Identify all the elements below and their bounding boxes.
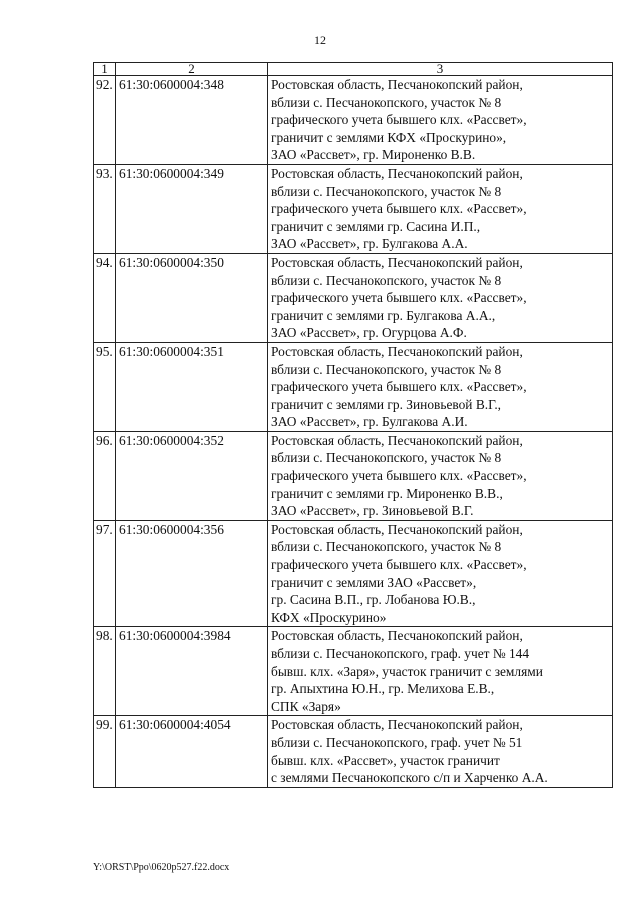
row-number: 94. — [94, 253, 116, 342]
row-number: 92. — [94, 76, 116, 165]
description-line: вблизи с. Песчанокопского, участок № 8 — [271, 94, 502, 110]
description-line: граничит с землями гр. Булгакова А.А., — [271, 307, 496, 323]
row-number: 98. — [94, 627, 116, 716]
description-line: графического учета бывшего клх. «Рассвет», — [271, 557, 527, 573]
header-col-3: 3 — [268, 63, 613, 76]
location-description — [268, 520, 613, 627]
table-row — [94, 164, 613, 253]
description-line: бывш. клх. «Заря», участок граничит с землями — [271, 663, 543, 679]
description-line: граничит с землями гр. Сасина И.П., — [271, 218, 481, 234]
description-line: графического учета бывшего клх. «Рассвет», — [271, 112, 527, 128]
table-row — [94, 716, 613, 787]
description-line: граничит с землями ЗАО «Рассвет», — [271, 574, 477, 590]
table-row — [94, 253, 613, 342]
description-line: Ростовская область, Песчанокопский район, — [271, 343, 523, 359]
description-line: с землями Песчанокопского с/п и Харченко А.А. — [271, 770, 548, 786]
description-line: ЗАО «Рассвет», гр. Зиновьевой В.Г. — [271, 503, 474, 519]
cadastral-number: 61:30:0600004:350 — [116, 253, 268, 342]
location-description — [268, 627, 613, 716]
description-line: Ростовская область, Песчанокопский район, — [271, 717, 523, 733]
table-row — [94, 520, 613, 627]
description-line: графического учета бывшего клх. «Рассвет», — [271, 290, 527, 306]
description-line: ЗАО «Рассвет», гр. Булгакова А.А. — [271, 236, 468, 252]
description-line: граничит с землями гр. Мироненко В.В., — [271, 485, 503, 501]
description-line: вблизи с. Песчанокопского, участок № 8 — [271, 450, 502, 466]
description-line: бывш. клх. «Рассвет», участок граничит — [271, 752, 500, 768]
description-line: вблизи с. Песчанокопского, участок № 8 — [271, 539, 502, 555]
row-number: 99. — [94, 716, 116, 787]
cadastral-number: 61:30:0600004:356 — [116, 520, 268, 627]
cadastral-number: 61:30:0600004:351 — [116, 342, 268, 431]
description-line: ЗАО «Рассвет», гр. Огурцова А.Ф. — [271, 325, 467, 341]
description-line: граничит с землями гр. Зиновьевой В.Г., — [271, 396, 502, 412]
description-line: графического учета бывшего клх. «Рассвет», — [271, 468, 527, 484]
description-line: гр. Апыхтина Ю.Н., гр. Мелихова Е.В., — [271, 681, 495, 697]
description-line: графического учета бывшего клх. «Рассвет», — [271, 201, 527, 217]
description-line: Ростовская область, Песчанокопский район, — [271, 77, 523, 92]
location-description — [268, 342, 613, 431]
location-description — [268, 716, 613, 787]
table-header-row — [94, 63, 613, 76]
description-line: Ростовская область, Песчанокопский район, — [271, 165, 523, 181]
cadastral-number: 61:30:0600004:349 — [116, 164, 268, 253]
row-number: 93. — [94, 164, 116, 253]
description-line: Ростовская область, Песчанокопский район, — [271, 628, 523, 644]
footer-file-path: Y:\ORST\Ppo\0620p527.f22.docx — [93, 862, 230, 873]
row-number: 97. — [94, 520, 116, 627]
cadastral-number: 61:30:0600004:352 — [116, 431, 268, 520]
description-line: вблизи с. Песчанокопского, граф. учет № 51 — [271, 734, 523, 750]
location-description — [268, 76, 613, 165]
description-line: вблизи с. Песчанокопского, участок № 8 — [271, 361, 502, 377]
table-row — [94, 627, 613, 716]
cadastral-number: 61:30:0600004:348 — [116, 76, 268, 165]
location-description — [268, 431, 613, 520]
cadastral-number: 61:30:0600004:4054 — [116, 716, 268, 787]
table-row — [94, 431, 613, 520]
description-line: ЗАО «Рассвет», гр. Булгакова А.И. — [271, 414, 468, 430]
land-plots-table — [93, 62, 613, 788]
description-line: вблизи с. Песчанокопского, участок № 8 — [271, 183, 502, 199]
table-row — [94, 342, 613, 431]
header-col-1: 1 — [94, 63, 116, 76]
description-line: граничит с землями КФХ «Проскурино», — [271, 129, 507, 145]
description-line: вблизи с. Песчанокопского, граф. учет № 144 — [271, 646, 530, 661]
row-number: 96. — [94, 431, 116, 520]
description-line: вблизи с. Песчанокопского, участок № 8 — [271, 272, 502, 288]
cadastral-number: 61:30:0600004:3984 — [116, 627, 268, 716]
location-description — [268, 253, 613, 342]
description-line: Ростовская область, Песчанокопский район, — [271, 432, 523, 448]
description-line: Ростовская область, Песчанокопский район, — [271, 254, 523, 270]
table-body — [94, 76, 613, 788]
description-line: Ростовская область, Песчанокопский район, — [271, 521, 523, 537]
table-row — [94, 76, 613, 165]
description-line: КФХ «Проскурино» — [271, 609, 387, 625]
header-col-2: 2 — [116, 63, 268, 76]
page-number: 12 — [314, 33, 326, 47]
description-line: ЗАО «Рассвет», гр. Мироненко В.В. — [271, 147, 476, 163]
location-description — [268, 164, 613, 253]
row-number: 95. — [94, 342, 116, 431]
description-line: графического учета бывшего клх. «Рассвет», — [271, 379, 527, 395]
description-line: СПК «Заря» — [271, 698, 341, 714]
description-line: гр. Сасина В.П., гр. Лобанова Ю.В., — [271, 592, 476, 608]
